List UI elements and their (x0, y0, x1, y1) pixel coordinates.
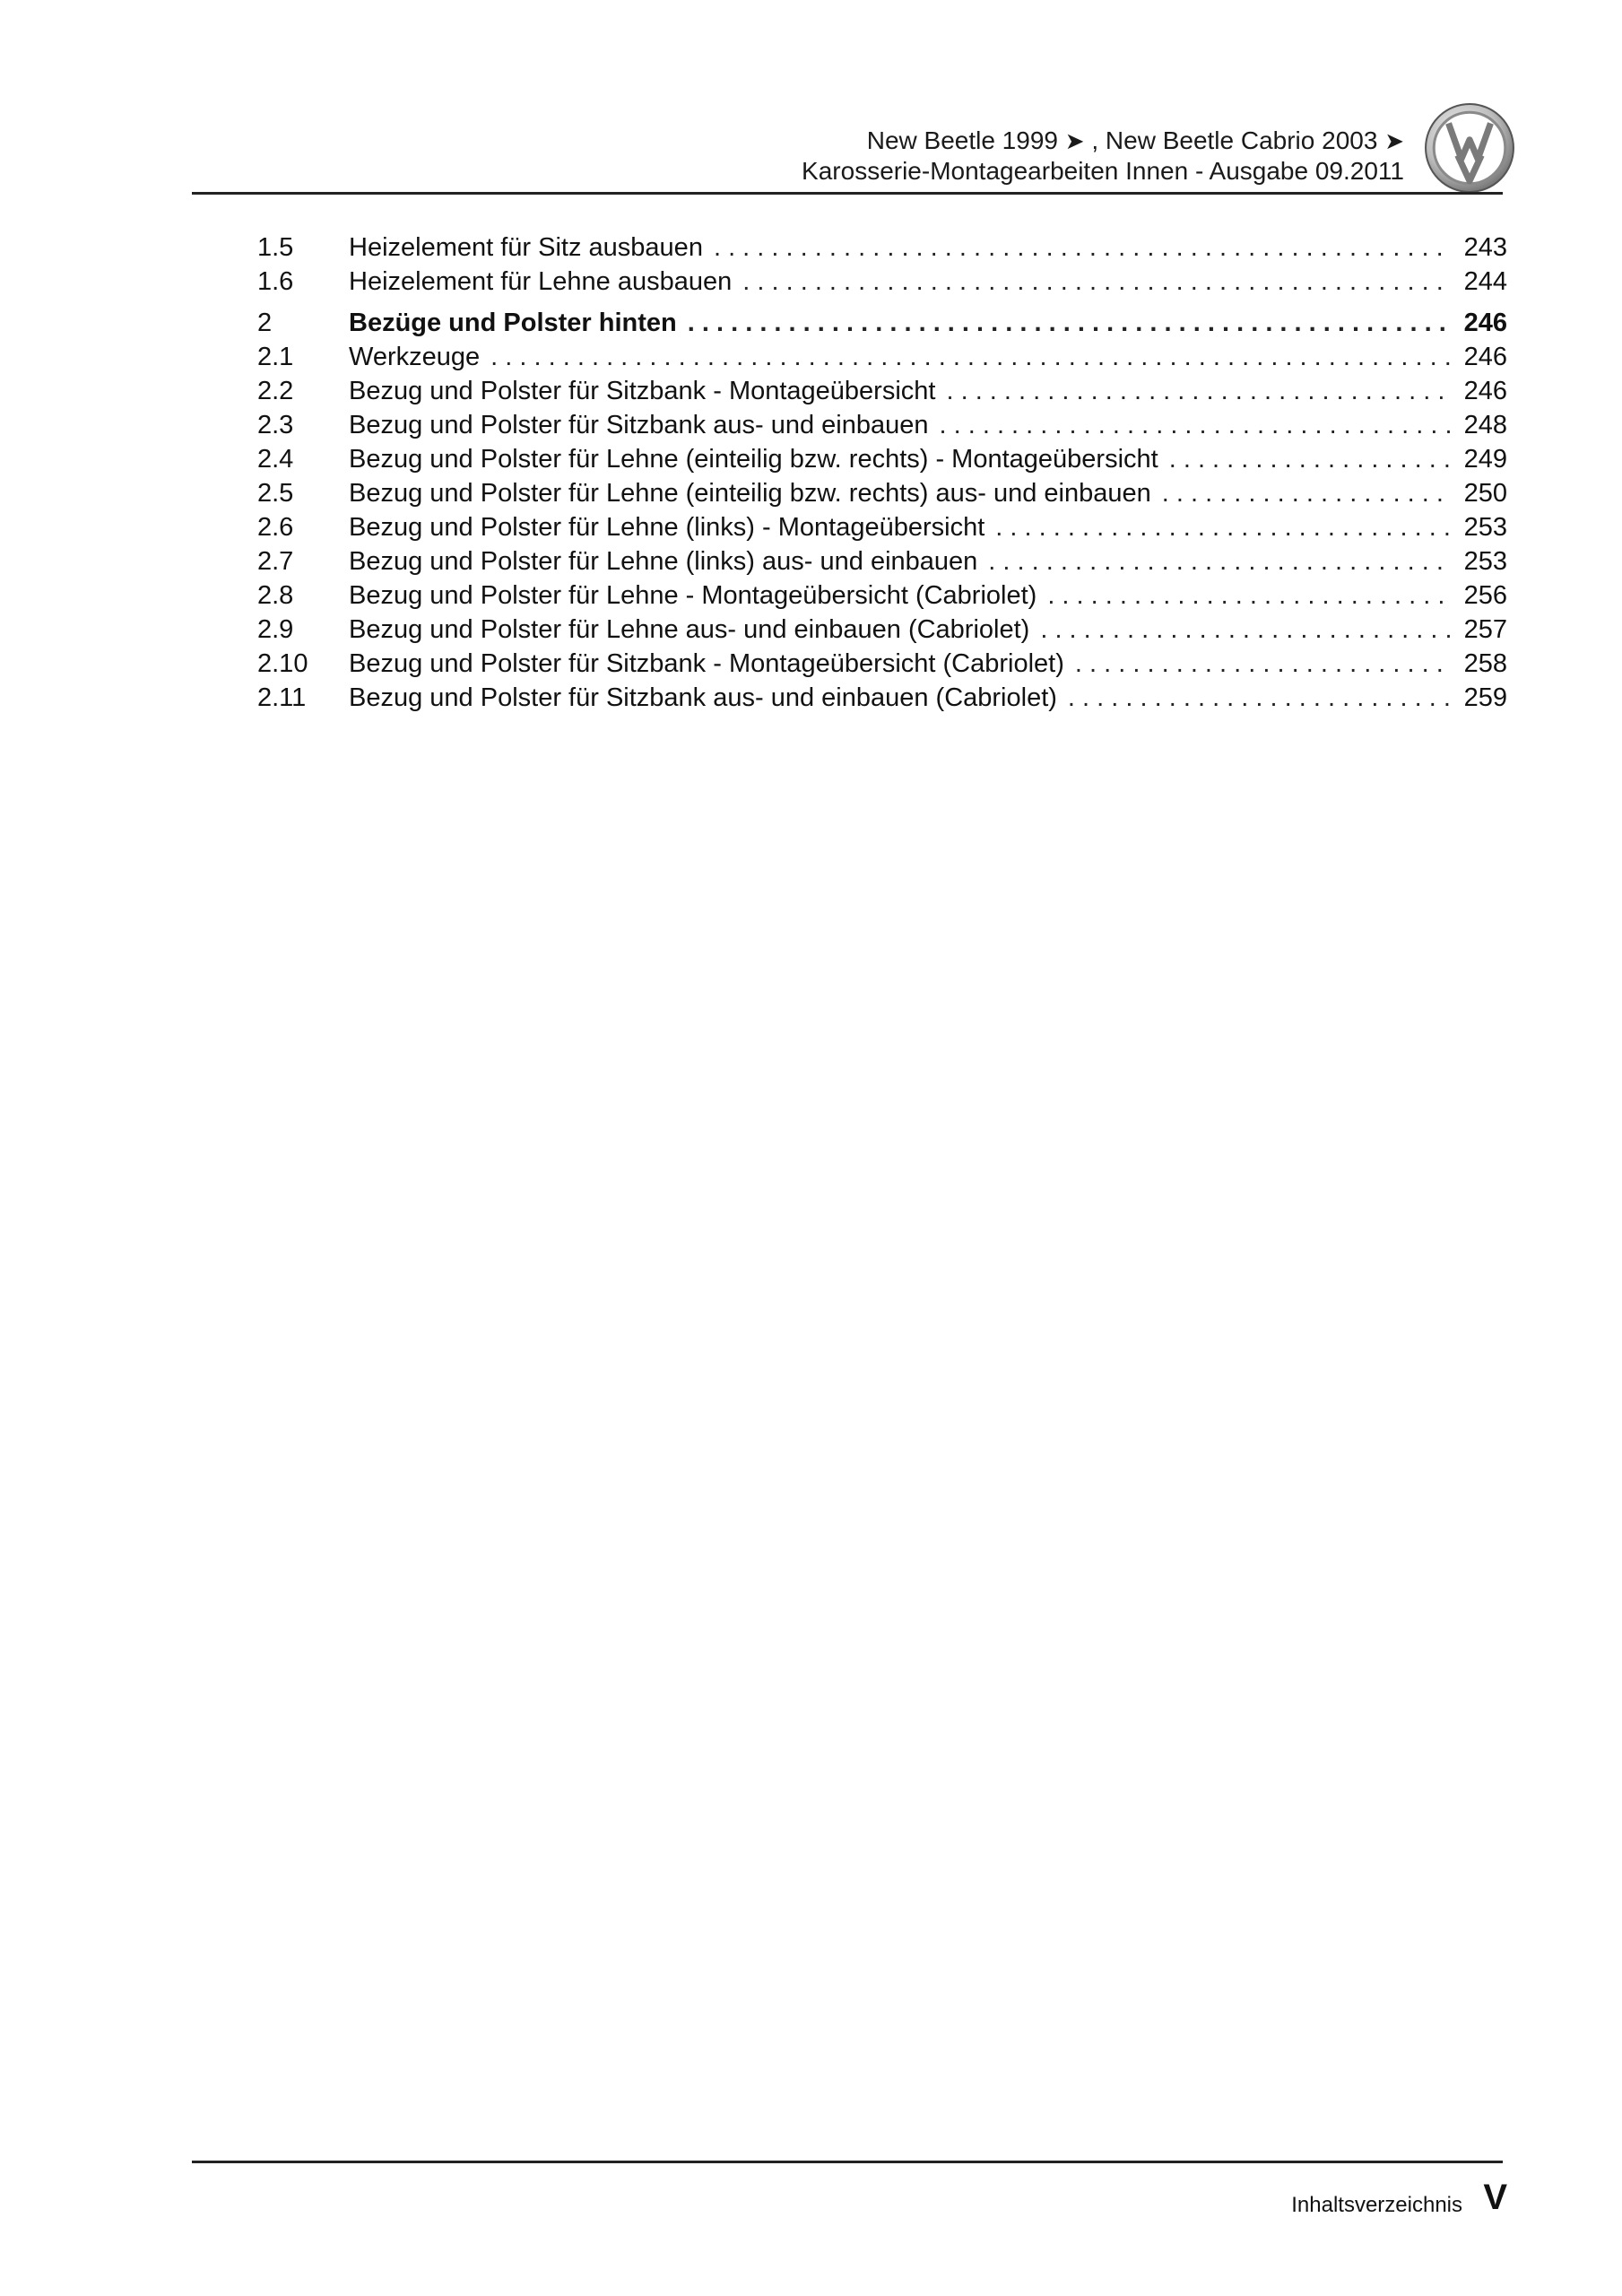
toc-page: 248 (1463, 411, 1507, 439)
toc-entry[interactable] (257, 374, 1507, 408)
toc-title: Bezug und Polster für Lehne (links) - Montageübersicht (349, 513, 985, 542)
toc-title: Heizelement für Lehne ausbauen (349, 267, 733, 296)
toc-entry[interactable] (257, 647, 1507, 681)
toc-title: Bezug und Polster für Sitzbank - Montageübersicht (349, 377, 936, 405)
toc-leader (714, 230, 1452, 265)
toc-leader (946, 374, 1452, 408)
toc-title: Bezug und Polster für Lehne (einteilig bzw. rechts) aus- und einbauen (349, 479, 1151, 508)
toc-title: Heizelement für Sitz ausbauen (349, 233, 703, 262)
toc-number: 1.5 (257, 233, 294, 262)
arrow-right-icon: ➤ (1384, 127, 1404, 154)
toc-entry[interactable] (257, 578, 1507, 613)
toc-page: 246 (1463, 377, 1507, 405)
footer-page-number: V (1483, 2178, 1507, 2217)
toc-page: 249 (1463, 445, 1507, 474)
toc-page: 256 (1463, 581, 1507, 610)
toc-page: 258 (1463, 649, 1507, 678)
toc-page: 246 (1463, 343, 1507, 371)
toc-leader (1162, 476, 1452, 510)
toc-leader (1068, 681, 1452, 715)
footer-divider (192, 2161, 1503, 2163)
toc-leader (988, 544, 1452, 578)
toc-page: 243 (1463, 233, 1507, 262)
toc-page: 257 (1463, 615, 1507, 644)
toc-title: Bezug und Polster für Lehne (einteilig bzw. rechts) - Montageübersicht (349, 445, 1158, 474)
toc-number: 2.9 (257, 615, 294, 644)
toc-number: 2.6 (257, 513, 294, 542)
toc-title: Bezug und Polster für Sitzbank aus- und einbauen (Cabriolet) (349, 683, 1057, 712)
toc-title: Bezug und Polster für Sitzbank aus- und einbauen (349, 411, 929, 439)
footer-section-label: Inhaltsverzeichnis (1291, 2193, 1462, 2217)
table-of-contents (257, 230, 1507, 715)
toc-page: 250 (1463, 479, 1507, 508)
toc-number: 2.3 (257, 411, 294, 439)
toc-title: Bezug und Polster für Lehne (links) aus- und einbauen (349, 547, 978, 576)
toc-entry[interactable] (257, 340, 1507, 374)
toc-entry[interactable] (257, 681, 1507, 715)
toc-title: Werkzeuge (349, 343, 481, 371)
toc-page: 253 (1463, 547, 1507, 576)
toc-number: 2.2 (257, 377, 294, 405)
toc-number: 2.11 (257, 683, 307, 712)
toc-chapter[interactable] (257, 306, 1507, 340)
toc-number: 2.1 (257, 343, 294, 371)
toc-title: Bezug und Polster für Lehne - Montageübersicht (Cabriolet) (349, 581, 1037, 610)
toc-number: 2.4 (257, 445, 294, 474)
toc-page: 259 (1463, 683, 1507, 712)
header-divider (192, 192, 1503, 195)
header-model-2: , New Beetle Cabrio 2003 (1091, 126, 1378, 154)
vw-logo-icon (1424, 102, 1515, 194)
toc-number: 2.8 (257, 581, 294, 610)
toc-number: 2.5 (257, 479, 294, 508)
toc-leader (1075, 647, 1452, 681)
toc-leader (742, 265, 1452, 299)
toc-page: 244 (1463, 267, 1507, 296)
toc-title: Bezug und Polster für Sitzbank - Montageübersicht (Cabriolet) (349, 649, 1064, 678)
toc-leader (490, 340, 1452, 374)
toc-leader (1040, 613, 1452, 647)
toc-page: 253 (1463, 513, 1507, 542)
toc-entry[interactable] (257, 544, 1507, 578)
toc-number: 2.7 (257, 547, 294, 576)
toc-number: 2 (257, 309, 273, 337)
arrow-right-icon: ➤ (1064, 127, 1085, 154)
toc-number: 2.10 (257, 649, 308, 678)
toc-leader (1047, 578, 1452, 613)
toc-entry[interactable] (257, 476, 1507, 510)
toc-leader (688, 306, 1452, 340)
toc-leader (995, 510, 1452, 544)
header-model-line (192, 126, 1404, 156)
toc-entry[interactable] (257, 408, 1507, 442)
toc-title: Bezug und Polster für Lehne aus- und einbauen (Cabriolet) (349, 615, 1030, 644)
header-model-1: New Beetle 1999 (866, 126, 1058, 154)
header-subtitle: Karosserie-Montagearbeiten Innen - Ausgabe 09.2011 (802, 157, 1404, 185)
toc-entry[interactable] (257, 265, 1507, 299)
toc-leader (1169, 442, 1452, 476)
toc-entry[interactable] (257, 510, 1507, 544)
toc-entry[interactable] (257, 442, 1507, 476)
page-header (192, 126, 1404, 187)
toc-title: Bezüge und Polster hinten (349, 309, 677, 337)
toc-page: 246 (1463, 309, 1507, 337)
toc-number: 1.6 (257, 267, 294, 296)
toc-entry[interactable] (257, 613, 1507, 647)
toc-entry[interactable] (257, 230, 1507, 265)
toc-leader (939, 408, 1452, 442)
